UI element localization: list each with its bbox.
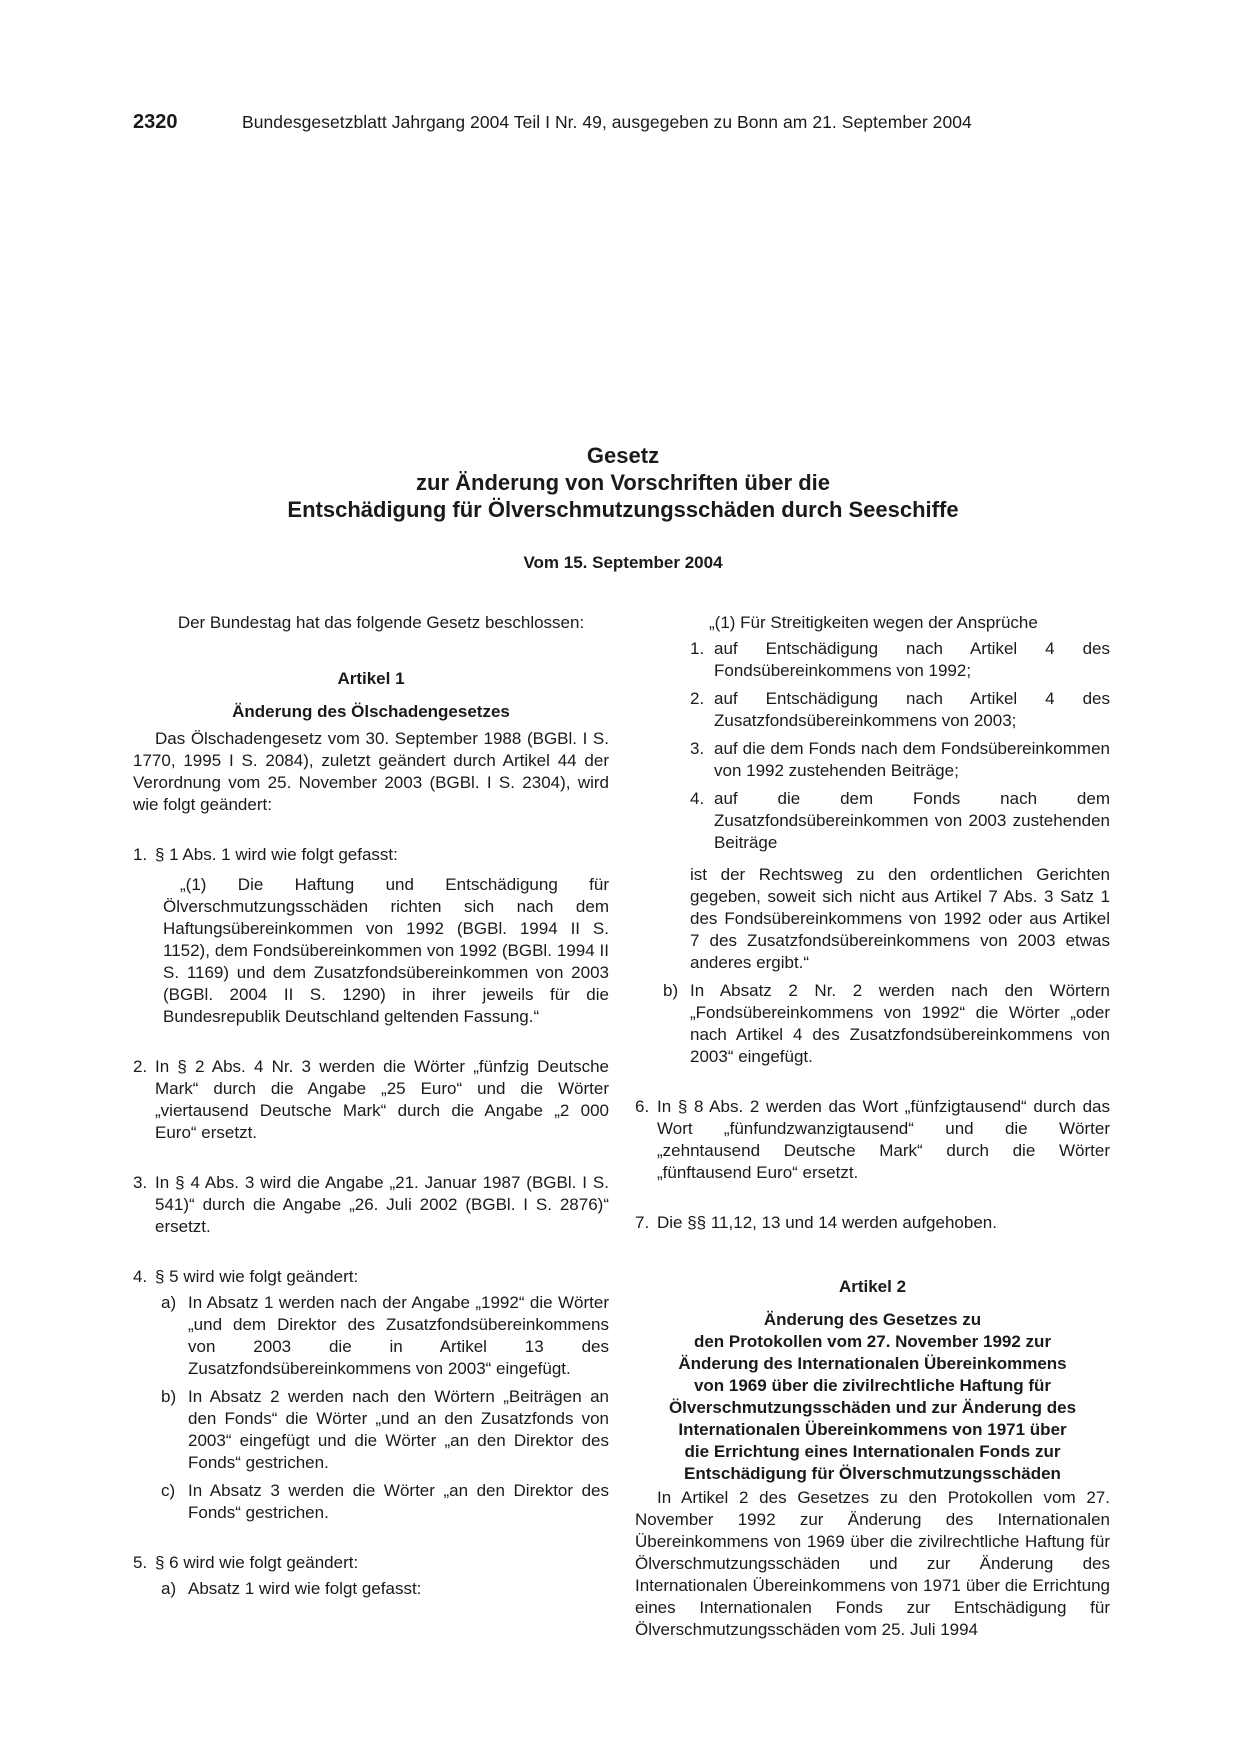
list-item-4c: c) In Absatz 3 werden die Wörter „an den Direktor des Fonds“ gestrichen.: [161, 1481, 609, 1522]
article-2-subheading: [635, 1309, 1110, 1485]
list-item-4a: a) In Absatz 1 werden nach der Angabe „1992“ die Wörter „und dem Direktor des Zusatzfondsübereinkommens von 2003 die in Artikel 13 des Zusatzfondsübereinkommens von 2003“ eingefügt.: [161, 1293, 609, 1378]
article-2-subheading-line: Entschädigung für Ölverschmutzungsschäden: [684, 1464, 1061, 1483]
list-item-3: 3. In § 4 Abs. 3 wird die Angabe „21. Januar 1987 (BGBl. I S. 541)“ durch die Angabe „26. Juli 2002 (BGBl. I S. 2876)“ ersetzt.: [133, 1173, 609, 1236]
list-item-6: 6. In § 8 Abs. 2 werden das Wort „fünfzigtausend“ durch das Wort „fünfundzwanzigtausend“ und die Wörter „zehntausend Deutsche Mark“ durch die Wörter „fünftausend Euro“ ersetzt.: [635, 1097, 1110, 1182]
right-column: [635, 612, 1110, 1641]
article-2-subheading-line: Änderung des Internationalen Übereinkommens: [678, 1354, 1067, 1373]
left-column: [133, 612, 609, 1600]
list-item-4: 4. § 5 wird wie folgt geändert:: [133, 1267, 359, 1286]
list-item-2: 2. In § 2 Abs. 4 Nr. 3 werden die Wörter „fünfzig Deutsche Mark“ durch die Angabe „25 Euro“ und die Wörter „viertausend Deutsche Mark“ durch die Angabe „2 000 Euro“ ersetzt.: [133, 1057, 609, 1142]
list-item-7: 7. Die §§ 11,12, 13 und 14 werden aufgehoben.: [635, 1213, 997, 1232]
quote-item-1: 1. auf Entschädigung nach Artikel 4 des Fondsübereinkommens von 1992;: [690, 639, 1110, 680]
list-item-1: 1. § 1 Abs. 1 wird wie folgt gefasst:: [133, 845, 398, 864]
article-1-subheading: Änderung des Ölschadengesetzes: [232, 702, 510, 721]
law-date: Vom 15. September 2004: [523, 553, 723, 572]
article-2-heading: Artikel 2: [838, 1277, 907, 1296]
quote-item-3: 3. auf die dem Fonds nach dem Fondsübereinkommen von 1992 zustehenden Beiträge;: [690, 739, 1110, 780]
list-item-5a: a) Absatz 1 wird wie folgt gefasst:: [161, 1579, 422, 1598]
quote-item-4: 4. auf die dem Fonds nach dem Zusatzfondsübereinkommen von 2003 zustehenden Beiträge: [690, 789, 1110, 852]
running-head: Bundesgesetzblatt Jahrgang 2004 Teil I Nr. 49, ausgegeben zu Bonn am 21. September 2004: [242, 112, 972, 132]
quote-item-2: 2. auf Entschädigung nach Artikel 4 des Zusatzfondsübereinkommens von 2003;: [690, 689, 1110, 730]
title-line-1: Gesetz: [586, 443, 660, 468]
law-title: [133, 442, 1113, 523]
title-line-2: zur Änderung von Vorschriften über die: [416, 470, 830, 495]
article-1-heading: Artikel 1: [337, 669, 405, 688]
quote-intro: „(1) Für Streitigkeiten wegen der Ansprüche: [709, 613, 1038, 632]
article-2-subheading-line: die Errichtung eines Internationalen Fonds zur: [684, 1442, 1061, 1461]
preamble: Der Bundestag hat das folgende Gesetz beschlossen:: [177, 613, 585, 632]
article-2-text: In Artikel 2 des Gesetzes zu den Protokollen vom 27. November 1992 zur Änderung des Internationalen Übereinkommens von 1969 über die zivilrechtliche Haftung für Ölverschmutzungsschäden und zur Änderung des Internationalen Übereinkommens von 1971 über die Errichtung eines Internationalen Fonds zur Entschädigung für Ölverschmutzungsschäden vom 25. Juli 1994: [635, 1488, 1110, 1639]
item-1-quote: „(1) Die Haftung und Entschädigung für Ölverschmutzungsschäden richten sich nach dem Haftungsübereinkommen von 1992 (BGBl. 1994 II S. 1152), dem Fondsübereinkommen von 1992 (BGBl. 1994 II S. 1169) und dem Zusatzfondsübereinkommen von 2003 (BGBl. 2004 II S. 1290) in ihrer jeweils für die Bundesrepublik Deutschland geltenden Fassung.“: [163, 875, 609, 1026]
article-2-subheading-line: Internationalen Übereinkommens von 1971 über: [678, 1420, 1067, 1439]
list-item-4b: b) In Absatz 2 werden nach den Wörtern „Beiträgen an den Fonds“ die Wörter „und an den Zusatzfonds von 2003“ eingefügt und die Wörter „an den Direktor des Fonds“ gestrichen.: [161, 1387, 609, 1472]
article-1-intro: Das Ölschadengesetz vom 30. September 1988 (BGBl. I S. 1770, 1995 I S. 2084), zuletzt geändert durch Artikel 44 der Verordnung vom 25. November 2003 (BGBl. I S. 2304), wird wie folgt geändert:: [133, 729, 609, 814]
title-line-3: Entschädigung für Ölverschmutzungsschäden durch Seeschiffe: [287, 497, 959, 522]
article-2-subheading-line: Änderung des Gesetzes zu: [763, 1310, 982, 1329]
list-item-5: 5. § 6 wird wie folgt geändert:: [133, 1553, 359, 1572]
article-2-subheading-line: von 1969 über die zivilrechtliche Haftung für: [693, 1376, 1052, 1395]
article-2-subheading-line: den Protokollen vom 27. November 1992 zur: [693, 1332, 1052, 1351]
article-2-subheading-line: Ölverschmutzungsschäden und zur Änderung des: [668, 1398, 1077, 1417]
quote-close: ist der Rechtsweg zu den ordentlichen Gerichten gegeben, soweit sich nicht aus Artikel 7 Abs. 3 Satz 1 des Fondsübereinkommens von 1992 oder aus Artikel 7 des Zusatzfondsübereinkommens von 2003 etwas anderes ergibt.“: [690, 865, 1110, 972]
page-number: 2320: [133, 111, 178, 133]
list-item-5b: b) In Absatz 2 Nr. 2 werden nach den Wörtern „Fondsübereinkommens von 1992“ die Wörter „oder nach Artikel 4 des Zusatzfondsübereinkommens von 2003“ eingefügt.: [663, 981, 1110, 1066]
